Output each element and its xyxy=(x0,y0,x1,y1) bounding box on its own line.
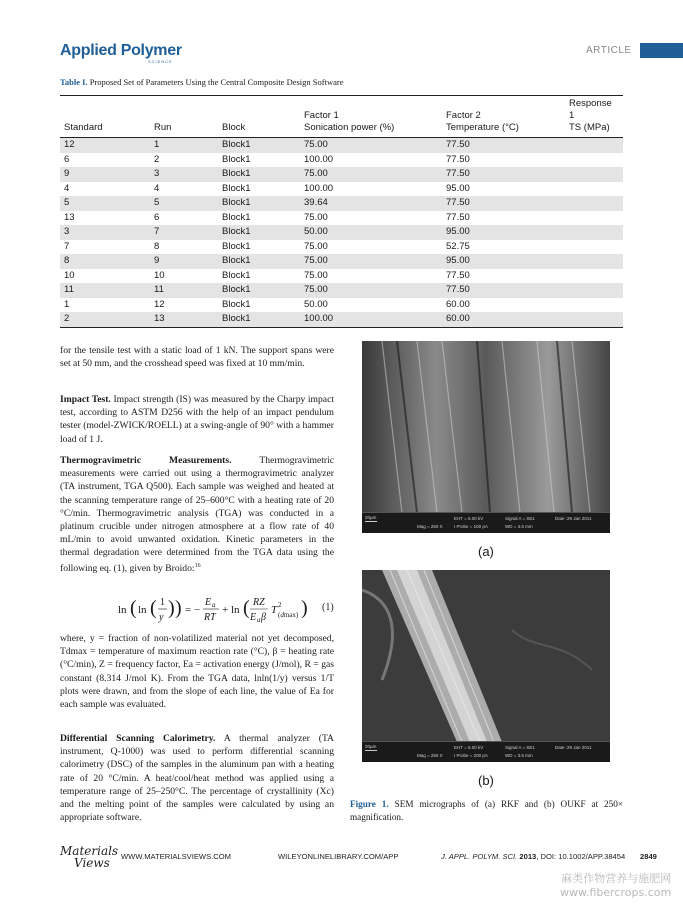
cell-ts xyxy=(565,153,623,168)
cell-run: 11 xyxy=(150,283,218,298)
cell-ts xyxy=(565,211,623,226)
cell-standard: 1 xyxy=(64,298,70,310)
equation-number: (1) xyxy=(322,602,334,613)
cell-sonication-power: 100.00 xyxy=(300,312,442,327)
journal-logo xyxy=(60,42,182,64)
citation-journal: J. APPL. POLYM. SCI. xyxy=(441,852,518,861)
header-factor2-label: Temperature (°C) xyxy=(446,122,519,133)
cell-temperature: 77.50 xyxy=(442,167,565,182)
header-factor1-top: Factor 1 xyxy=(304,110,339,121)
sem-texture-b xyxy=(362,570,610,742)
svg-text:2: 2 xyxy=(278,601,282,609)
table-row xyxy=(60,211,623,226)
svg-text:β: β xyxy=(261,612,266,623)
table-row xyxy=(60,269,623,284)
paragraph-tga xyxy=(60,454,334,575)
table-body xyxy=(60,138,623,328)
svg-text:E: E xyxy=(250,612,257,623)
svg-text:ln: ln xyxy=(138,604,147,616)
sem-mag-b: Mag = 250 X xyxy=(417,753,443,758)
cell-temperature: 95.00 xyxy=(446,182,470,194)
cell-block: Block1 xyxy=(218,225,300,240)
cell-ts xyxy=(565,312,623,327)
svg-text:a: a xyxy=(212,601,216,609)
cell-block: Block1 xyxy=(222,298,251,310)
cell-run: 8 xyxy=(154,240,160,252)
sem-probe-b: I Probe = 200 pA xyxy=(454,753,488,758)
cell-ts xyxy=(565,283,623,298)
sem-mag-a: Mag = 250 X xyxy=(417,524,443,529)
table-row xyxy=(60,182,623,197)
cell-sonication-power: 75.00 xyxy=(300,167,442,182)
cell-sonication-power: 75.00 xyxy=(300,138,442,153)
svg-text:a: a xyxy=(257,616,261,624)
paragraph-dsc xyxy=(60,732,334,824)
paragraph-impact xyxy=(60,393,334,446)
svg-text:T: T xyxy=(271,604,278,616)
cell-block: Block1 xyxy=(222,240,251,252)
figure-b-label: (b) xyxy=(478,773,494,788)
cell-ts xyxy=(565,167,623,182)
tga-text: Thermogravimetric measurements were carried out using a thermogravimetric analyzer (TA instrument, TGA Q500). Each sample was weighed and heated at the scanning temperature range of 25–600°C with a heating rate of 20 °C/min. Thermogravimetric analysis (TGA) was conducted in a platinum crucible under nitrogen atmosphere at a flow rate of 40 mL/min to avoid unwanted oxidation. Kinetic parameters in the thermal degradation were determined from the TGA data using the following eq. (1), given by Broido: xyxy=(60,455,334,574)
header-factor1 xyxy=(300,96,442,138)
svg-text:(: ( xyxy=(150,597,157,619)
sem-wd-b: WD = 3.5 mm xyxy=(505,753,533,758)
watermark-line1: 麻类作物营养与施肥网 xyxy=(561,872,672,885)
cell-ts xyxy=(565,254,623,269)
svg-text:RT: RT xyxy=(204,612,216,623)
svg-text:+ ln: + ln xyxy=(222,604,240,616)
svg-text:RZ: RZ xyxy=(253,597,265,608)
sem-signal-a: Signal A = SE1 xyxy=(505,516,535,521)
cell-block: Block1 xyxy=(218,312,300,327)
cell-ts xyxy=(565,225,623,240)
cell-sonication-power: 50.00 xyxy=(304,298,328,310)
footer-site-wiley[interactable]: WILEYONLINELIBRARY.COM/APP xyxy=(278,852,399,861)
cell-run: 12 xyxy=(154,298,165,310)
cell-sonication-power: 75.00 xyxy=(304,269,328,281)
sem-scale-a: 20µm xyxy=(365,515,377,520)
materials-views-logo xyxy=(60,845,118,869)
cell-sonication-power: 75.00 xyxy=(304,240,328,252)
table-row xyxy=(60,312,623,327)
cell-temperature: 95.00 xyxy=(442,225,565,240)
cell-ts xyxy=(565,182,623,197)
table-caption-label: Table I. xyxy=(60,77,88,87)
header-accent-bar xyxy=(640,43,683,58)
cell-block: Block1 xyxy=(218,254,300,269)
sem-eht-a: EHT = 5.00 kV xyxy=(454,516,484,521)
table-row xyxy=(60,138,623,153)
figure-caption-text: SEM micrographs of (a) RKF and (b) OUKF at 250× magnification. xyxy=(350,799,624,822)
cell-temperature: 77.50 xyxy=(442,196,565,211)
cell-standard: 3 xyxy=(60,225,150,240)
cell-sonication-power: 39.64 xyxy=(300,196,442,211)
header-run: Run xyxy=(154,122,172,133)
svg-text:= −: = − xyxy=(185,604,201,616)
sem-info-bar-b xyxy=(362,741,610,762)
header-factor2 xyxy=(442,96,565,138)
impact-heading: Impact Test. xyxy=(60,394,111,405)
cell-standard: 8 xyxy=(60,254,150,269)
paragraph-tensile-end: for the tensile test with a static load of 1 kN. The support spans were set at 50 mm, and the crosshead speed was fixed at 10 mm/min. xyxy=(60,345,334,370)
table-row xyxy=(60,254,623,269)
cell-block: Block1 xyxy=(222,182,251,194)
svg-text:): ) xyxy=(301,597,308,619)
cell-block: Block1 xyxy=(222,269,251,281)
cell-run: 7 xyxy=(150,225,218,240)
cell-temperature: 77.50 xyxy=(446,153,470,165)
cell-sonication-power: 100.00 xyxy=(304,153,334,165)
cell-temperature: 77.50 xyxy=(446,211,470,223)
cell-run: 3 xyxy=(150,167,218,182)
cell-temperature: 77.50 xyxy=(446,269,470,281)
header-factor1-label: Sonication power (%) xyxy=(304,122,395,133)
cell-sonication-power: 50.00 xyxy=(300,225,442,240)
cell-standard: 6 xyxy=(64,153,70,165)
svg-text:): ) xyxy=(175,597,182,619)
sem-info-bar-a xyxy=(362,512,610,533)
cell-block: Block1 xyxy=(218,167,300,182)
svg-text:(: ( xyxy=(243,597,250,619)
journal-title: Applied Polymer xyxy=(60,42,182,59)
paragraph-where xyxy=(60,632,334,711)
sem-scale-b: 20µm xyxy=(365,744,377,749)
cell-temperature: 52.75 xyxy=(446,240,470,252)
dsc-text: A thermal analyzer (TA instrument, Q-1000) was used to perform differential scanning calorimetry (DSC) of the samples in the aluminum pan with a heating rate of 20 °C/min. A heat/cool/heat method was applied using a temperature range of 25–250°C. The percentage of crystallinity (Xc) and the melting point of the samples were calculated by using an appropriate software. xyxy=(60,733,334,824)
equation-graphic xyxy=(118,592,318,626)
cell-sonication-power: 75.00 xyxy=(300,283,442,298)
sem-probe-a: I Probe = 100 pA xyxy=(454,524,488,529)
cell-sonication-power: 100.00 xyxy=(304,182,334,194)
sem-eht-b: EHT = 5.00 kV xyxy=(454,745,484,750)
cell-run: 4 xyxy=(154,182,160,194)
parameters-table xyxy=(60,95,623,328)
svg-text:ln: ln xyxy=(118,604,127,616)
table-row xyxy=(60,196,623,211)
equation-1 xyxy=(118,592,338,629)
footer-citation xyxy=(441,852,625,861)
citation-year: 2013 xyxy=(519,852,537,861)
page-number: 2849 xyxy=(640,852,657,861)
svg-text:1: 1 xyxy=(160,597,165,608)
section-label: ARTICLE xyxy=(586,45,632,56)
cell-ts xyxy=(565,269,623,284)
cell-run: 9 xyxy=(150,254,218,269)
cell-standard: 5 xyxy=(60,196,150,211)
sem-signal-b: Signal A = SE1 xyxy=(505,745,535,750)
journal-subtitle: SCIENCE xyxy=(148,59,173,64)
table-row xyxy=(60,298,623,313)
cell-temperature: 60.00 xyxy=(446,298,470,310)
watermark xyxy=(560,872,671,900)
logo-line1: Materials xyxy=(60,844,119,858)
cell-run: 10 xyxy=(154,269,165,281)
table-header-row xyxy=(60,96,623,138)
cell-standard: 13 xyxy=(64,211,75,223)
cell-standard: 12 xyxy=(60,138,150,153)
cell-temperature: 95.00 xyxy=(442,254,565,269)
scale-bar-a xyxy=(365,521,377,522)
table-row xyxy=(60,283,623,298)
sem-date-a: Date :29 Jan 2011 xyxy=(555,516,592,521)
tga-reference: 16 xyxy=(194,562,201,569)
sem-texture-a xyxy=(362,341,610,513)
impact-text: Impact strength (IS) was measured by the Charpy impact test, according to ASTM D256 with the help of an impact pendulum tester (model-ZWICK/ROELL) at a swing-angle of 90° with a hammer load of 1 J. xyxy=(60,394,334,445)
table-row xyxy=(60,167,623,182)
dsc-heading: Differential Scanning Calorimetry. xyxy=(60,733,216,744)
cell-temperature: 60.00 xyxy=(442,312,565,327)
cell-block: Block1 xyxy=(218,283,300,298)
header-factor2-top: Factor 2 xyxy=(446,110,481,121)
cell-ts xyxy=(565,298,623,313)
svg-text:): ) xyxy=(168,597,175,619)
cell-standard: 9 xyxy=(60,167,150,182)
watermark-line2: www.fibercrops.com xyxy=(560,886,672,899)
table-caption-text: Proposed Set of Parameters Using the Central Composite Design Software xyxy=(89,77,344,87)
svg-text:(: ( xyxy=(130,597,137,619)
cell-run: 1 xyxy=(150,138,218,153)
cell-block: Block1 xyxy=(222,153,251,165)
citation-doi: , DOI: 10.1002/APP.38454 xyxy=(536,852,626,861)
svg-text:y: y xyxy=(159,612,164,623)
svg-text:E: E xyxy=(205,597,212,608)
cell-block: Block1 xyxy=(218,138,300,153)
header-response1 xyxy=(565,96,623,138)
table-row xyxy=(60,240,623,255)
cell-standard: 11 xyxy=(60,283,150,298)
cell-run: 5 xyxy=(150,196,218,211)
sem-wd-a: WD = 4.5 mm xyxy=(505,524,533,529)
cell-standard: 2 xyxy=(60,312,150,327)
cell-standard: 7 xyxy=(64,240,70,252)
sem-image-a xyxy=(362,341,610,533)
cell-temperature: 77.50 xyxy=(442,283,565,298)
header-standard: Standard xyxy=(64,122,103,133)
table-caption xyxy=(60,77,343,87)
cell-ts xyxy=(565,138,623,153)
figure-caption xyxy=(350,798,623,823)
header-response1-top: Response 1 xyxy=(569,98,612,121)
cell-sonication-power: 75.00 xyxy=(300,254,442,269)
header-response1-label: TS (MPa) xyxy=(569,122,610,133)
figure-a-label: (a) xyxy=(478,544,494,559)
cell-block: Block1 xyxy=(218,196,300,211)
cell-run: 13 xyxy=(150,312,218,327)
table-row xyxy=(60,225,623,240)
cell-standard: 4 xyxy=(64,182,70,194)
cell-ts xyxy=(565,240,623,255)
cell-run: 2 xyxy=(154,153,160,165)
cell-standard: 10 xyxy=(64,269,75,281)
where-text: where, y = fraction of non-volatilized material not yet decomposed, Tdmax = temperature of maximum reaction rate (°C), β = heating rate (°C/min), Z = frequency factor, Ea = activation energy (J/mol), R = gas constant (8.314 J/mol K). From the TGA data, lnln(1/y) versus 1/T plots were drawn, and from the slope of each line, the value of Ea for each sample was evaluated. xyxy=(60,633,334,711)
figure-caption-label: Figure 1. xyxy=(350,799,389,809)
cell-temperature: 77.50 xyxy=(442,138,565,153)
scale-bar-b xyxy=(365,750,377,751)
cell-sonication-power: 75.00 xyxy=(304,211,328,223)
cell-run: 6 xyxy=(154,211,160,223)
footer-site-materialsviews[interactable]: WWW.MATERIALSVIEWS.COM xyxy=(121,852,231,861)
tga-heading: Thermogravimetric Measurements. xyxy=(60,455,232,466)
table-row xyxy=(60,153,623,168)
header-block: Block xyxy=(222,122,246,133)
sem-date-b: Date :29 Jan 2011 xyxy=(555,745,592,750)
cell-block: Block1 xyxy=(222,211,251,223)
svg-text:(dmax): (dmax) xyxy=(278,611,299,619)
logo-line2: Views xyxy=(74,856,110,870)
sem-image-b xyxy=(362,570,610,762)
cell-ts xyxy=(565,196,623,211)
